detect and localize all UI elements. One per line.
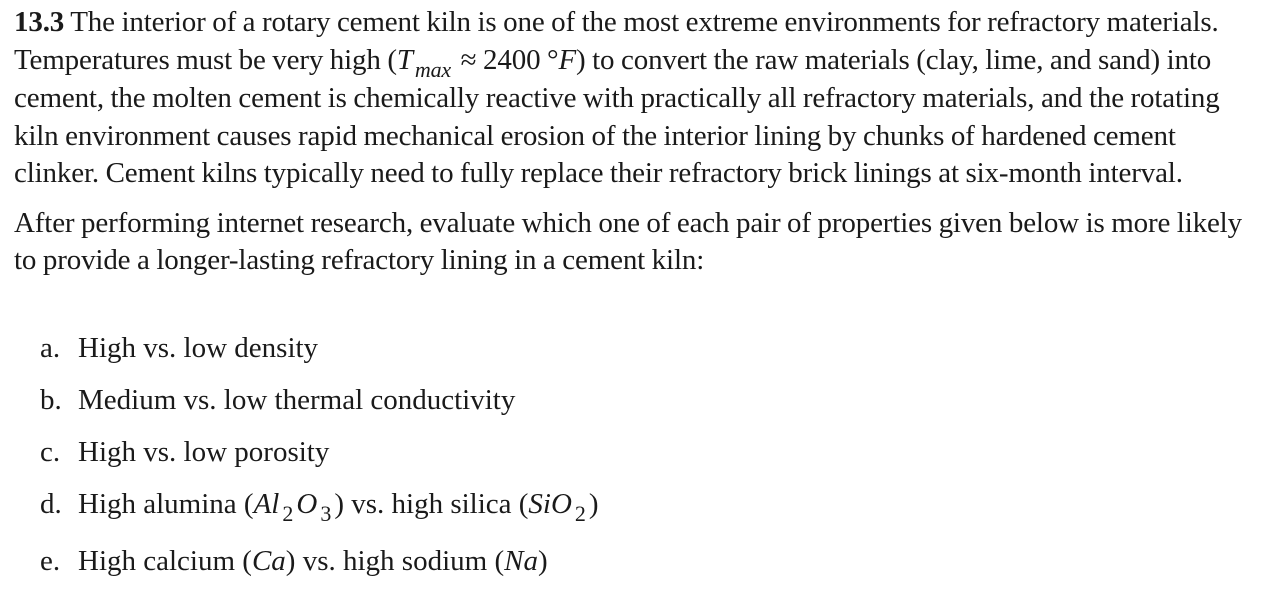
formula-al-subscript: 2 [282, 501, 294, 526]
intro-text-1: The interior of a rotary cement kiln is one of the most extreme environments for refractory materials. Temperatures must be very high ( [14, 6, 1219, 76]
item-text: Medium vs. low thermal conductivity [78, 384, 516, 416]
item-text: High vs. low porosity [78, 436, 330, 468]
list-item-a [40, 328, 599, 380]
approx-value: ≈ 2400 ° [454, 43, 559, 76]
item-letter: b. [40, 384, 62, 416]
formula-sio-subscript: 2 [574, 501, 586, 526]
problem-statement [14, 4, 1264, 193]
item-text-3: ) [588, 488, 599, 520]
formula-o: O [296, 488, 318, 520]
intro-text-2: ) to convert the raw materials (clay, lime, and sand) into cement, the molten cement is chemically reactive with practically all refractory materials, and the rotating kiln environment causes rapid mechanical erosion of the interior lining by chunks of hardened cement clinker. Cement kilns typically need to fully replace their refractory brick linings at six-month interval. [14, 43, 1220, 189]
item-letter: a. [40, 332, 61, 364]
item-text-2: ) vs. high sodium ( [285, 545, 505, 577]
item-text-1: High calcium ( [78, 545, 252, 577]
list-item-d [40, 484, 599, 541]
item-text-3: ) [537, 545, 548, 577]
property-pairs-list [40, 328, 599, 593]
item-letter: c. [40, 436, 61, 468]
formula-al: Al [253, 488, 280, 520]
tmax-symbol: T [396, 43, 413, 76]
formula-ca: Ca [251, 545, 286, 577]
item-text-1: High alumina ( [78, 488, 254, 520]
item-text: High vs. low density [78, 332, 319, 364]
list-item-c [40, 432, 599, 484]
question-text: After performing internet research, evaluate which one of each pair of properties given below is more likely to provide a longer-lasting refractory lining in a cement kiln: [14, 206, 1242, 276]
item-text-2: ) vs. high silica ( [334, 488, 529, 520]
list-item-b [40, 380, 599, 432]
formula-o-subscript: 3 [320, 501, 332, 526]
formula-sio: SiO [528, 488, 572, 520]
item-letter: e. [40, 545, 61, 577]
item-letter: d. [40, 488, 62, 520]
unit-fahrenheit: F [558, 43, 577, 76]
tmax-subscript: max [414, 56, 452, 82]
problem-document [14, 4, 1264, 280]
list-item-e [40, 541, 599, 593]
problem-number: 13.3 [14, 6, 65, 38]
formula-na: Na [504, 545, 538, 577]
